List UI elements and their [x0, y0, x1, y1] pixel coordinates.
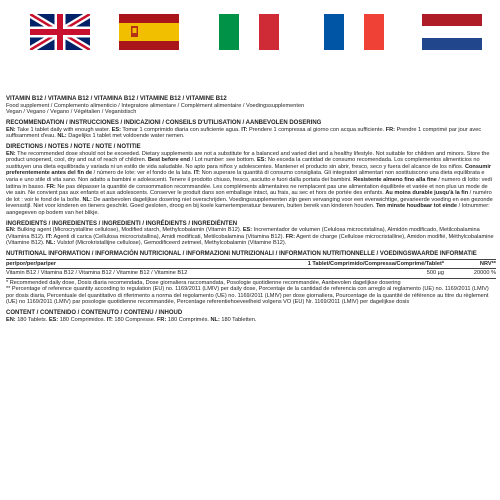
content-nl: 180 Tabletten.: [219, 316, 257, 323]
best-before-fr: Au moins durable jusqu'à la fin: [385, 190, 469, 197]
content-fr: 180 Comprimés.: [166, 316, 211, 323]
lang-label: ES:: [48, 316, 59, 323]
ingredients-en: Bulking agent (Microcrystalline cellulose), Modified starch, Methylcobalamin (Vitamin B12).: [15, 227, 243, 234]
ingredients-it: Agenti di carica (Cellulosa microcristallina), Amidi modificati, Metilcobalamina (Vitamina B12).: [52, 233, 286, 240]
nutrient-nrv: 20000 %: [473, 270, 496, 277]
italy-flag-icon: [219, 14, 279, 50]
lang-label: IT:: [46, 233, 53, 240]
nutrition-values: [6, 270, 496, 277]
table-row: [6, 270, 496, 277]
recommendation-en: Take 1 tablet daily with enough water.: [15, 126, 112, 133]
lang-label: NL:: [210, 316, 220, 323]
lang-label: EN:: [6, 227, 16, 234]
ingredients-section: [6, 221, 496, 247]
nutrition-header-row: [6, 261, 496, 268]
divider: [6, 278, 496, 279]
nutrition-table: [6, 261, 496, 268]
content-en: 180 Tablets.: [15, 316, 49, 323]
best-before-es: Consumir preferentemente antes del fin de: [6, 163, 492, 177]
col-nrv: NRV**: [479, 260, 496, 267]
directions-en-lot: / Lot number: see bottom.: [190, 157, 257, 164]
col-per: per/por/per/par/per: [6, 260, 57, 267]
directions-nl-lot: / lotnummer: aangegeven op bodem van het blikje.: [6, 203, 490, 216]
ingredients-es: Incrementador de volumen (Celulosa microcristalina), Almidón modificado, Metilcobalamina (Vitamina B12).: [6, 227, 480, 240]
recommendation-section: [6, 120, 496, 140]
divider: [6, 268, 496, 269]
best-before-en: Best before end: [147, 157, 191, 164]
recommendation-es: Tomar 1 comprimido diaria con suficiente agua.: [120, 126, 242, 133]
directions-heading: DIRECTIONS / NOTES / NOTE / NOTE / NOTITIE: [6, 144, 141, 151]
directions-nl: De aanbevolen dagelijkse dosering niet overschrijden. Voedingssupplementen zijn geen vervanging voor een evenwichtige, gevarieerde voeding en een gezonde levensstijl. Niet voor kinderen en tieners geschikt. Goed gesloten, droog en bij koele kamertemperatuur bewaren, buiten bereik van kinderen houden.: [6, 196, 493, 210]
nutrient-name: Vitamin B12 / Vitamina B12 / Vitamina B12 / Vitamine B12 / Vitamine B12: [6, 270, 188, 277]
france-flag-icon: [324, 14, 384, 50]
content-text: [6, 317, 496, 324]
language-flags: [30, 14, 490, 52]
product-title: VITAMIN B12 / VITAMINA B12 / VITAMINA B12 / VITAMINE B12 / VITAMINE B12: [6, 96, 227, 102]
content-it: 180 Compresse.: [112, 316, 158, 323]
product-diet: Vegan / Vegano / Vegano / Végétalien / Veganistisch: [6, 109, 137, 116]
ingredients-heading: INGREDIENTS / INGREDIENTES / INGREDIENTI / INGRÉDIENTS / INGREDIËNTEN: [6, 220, 238, 227]
directions-es-lot: / número de lote: ver el fondo de la lata.: [92, 170, 194, 177]
netherlands-flag-icon: [422, 14, 482, 50]
directions-fr-lot: / numéro de lot : voir le fond de la boîte.: [6, 190, 492, 203]
footnote-reference: ** Percentage of reference quantity according to regulation (EU) no. 1169/2011 (LMIV) per daily dose, Porcentaje de la cantidad de referencia con arreglo al reglamento (UE) no. 1169/2011 (LMIV) por dosis diaria, Percentuale del quantitativo di riferimento a norma del regolamento (UE) no. 1169/2011 (LMIV) per dose giornaliera, Pourcentage de la quantité de référence au titre du règlement (UE) no 1169/2011 (LMIV) par posologie quotidienne recommandée, Percentage referentiehoeveelheid volgens VO (EU) Nr. 1169/2011 (LMIV) per dagelijkse dosis: [6, 286, 489, 306]
label-text: [6, 96, 496, 328]
lang-label: EN:: [6, 150, 16, 157]
footnote-daily-dose: * Recommended daily dose, Dosis diaria recomendada, Dose giornaliera raccomandata, Posologie quotidienne recommandée, Aanbevolen dagelijkse dosering: [6, 279, 401, 286]
lang-label: FR:: [285, 233, 295, 240]
directions-it-lot: / numero di lotto: vedi lattina in basso.: [6, 177, 492, 190]
product-type: Food supplement / Complemento alimenticio / Integratore alimentare / Complément alimentaire / Voedingssupplementen: [6, 102, 305, 109]
lang-label: NL:: [46, 240, 56, 247]
lang-label: IT:: [241, 126, 248, 133]
directions-es: No exceda la cantidad de consumo recomendada. Los complementos alimenticios no sustituyen una dieta equilibrada y variada ni un estilo de vida saludable. No apto para niños y adolescentes. Mantener el producto sin abrir, fresco, seco y fuera del alcance de los niños.: [6, 157, 480, 170]
spain-flag-icon: [119, 14, 179, 50]
lang-label: ES:: [111, 126, 121, 133]
directions-en: The recommended dose should not be exceeded. Dietary supplements are not a substitute for a balanced and varied diet and a healthy lifestyle. Not suitable for children and minors. Store the product unopened, cool, dry and out of reach of children.: [6, 150, 490, 164]
lang-label: FR:: [157, 316, 167, 323]
nutrition-heading: NUTRITIONAL INFORMATION / INFORMACIÓN NUTRICIONAL / INFORMAZIONI NUTRIZIONALI / INFORMATION NUTRITIONNELLE / VOEDINGSWAARDE INFORMATIE: [6, 251, 477, 258]
best-before-nl: Ten minste houdbaar tot einde: [376, 203, 458, 210]
lang-label: IT:: [106, 316, 113, 323]
ingredients-fr: Agent de charge (Cellulose microcristalline), Amidon modifié, Méthylcobalamine (Vitamine B12).: [6, 233, 494, 247]
content-section: [6, 310, 496, 323]
col-amount: 1 Tablet/Comprimido/Compressa/Comprimé/Tablet*: [307, 260, 444, 267]
nutrition-section: [6, 251, 496, 305]
directions-section: [6, 144, 496, 216]
lang-label: NL:: [57, 133, 67, 140]
directions-text: [6, 151, 496, 216]
lang-label: ES:: [242, 227, 253, 234]
content-heading: CONTENT / CONTENIDO / CONTENUTO / CONTENU / INHOUD: [6, 310, 183, 317]
recommendation-text: [6, 127, 496, 140]
recommendation-nl: Dagelijks 1 tablet met voldoende water nemen.: [66, 133, 185, 140]
lang-label: ES:: [256, 157, 267, 164]
lang-label: FR:: [46, 183, 56, 190]
ingredients-text: [6, 227, 496, 247]
best-before-it: Resistente almeno fino alla fine: [353, 177, 437, 184]
ingredients-nl: Vulstof (Microkristallijne cellulose), Gemodificeerd zetmeel, Methylcobalamin (Vitamine B12).: [55, 240, 287, 247]
nutrient-amount: 500 µg: [426, 270, 444, 277]
directions-it: Non superare la quantità di consumo consigliata. Gli integratori alimentari non sostituiscono una dieta equilibrata e varia e uno stile di vita sano. Non adatto a bambini e adolescenti. Tenere il prodotto chiuso, fresco, asciutto e fuori dalla portata dei bambini.: [6, 170, 485, 184]
lang-label: EN:: [6, 316, 16, 323]
recommendation-heading: RECOMMENDATION / INSTRUCCIONES / INDICAZIONI / CONSEILS D'UTILISATION / AANBEVOLEN DOSERING: [6, 120, 322, 127]
recommendation-it: Prendere 1 compressa al giorno con acqua sufficiente.: [247, 126, 386, 133]
uk-flag-icon: [30, 14, 90, 50]
lang-label: EN:: [6, 126, 16, 133]
content-es: 180 Comprimidos.: [58, 316, 107, 323]
directions-fr: Ne pas dépasser la quantité de consommation recommandée. Les compléments alimentaires ne remplacent pas une alimentation équilibrée et variée et non plus un mode de vie sain. Ne convient pas aux enfants et aux adolescents. Conserver le produit dans son emballage intact, au frais, au sec et hors de portée des enfants.: [6, 183, 488, 197]
lang-label: FR:: [385, 126, 396, 133]
recommendation-fr: Prendre 1 comprimé par jour avec suffisamment d'eau.: [6, 126, 482, 140]
lang-label: IT:: [193, 170, 201, 177]
lang-label: NL:: [82, 196, 92, 203]
product-section: [6, 96, 496, 116]
divider: [6, 259, 496, 260]
